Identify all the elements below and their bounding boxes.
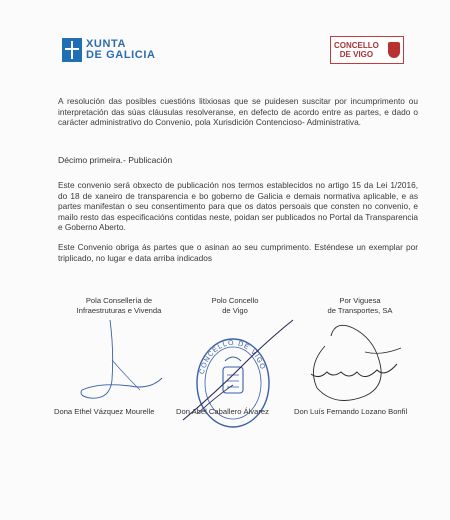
xunta-de-galicia-logo (62, 38, 156, 62)
party-viguesa: Por Viguesa de Transportes, SA (327, 296, 393, 315)
paragraph-obligation: Este Convenio obriga ás partes que o asinan ao seu cumprimento. Esténdese un exemplar por triplicado, no lugar e data arriba indicados (58, 242, 418, 263)
paragraph-jurisdiction: A resolución das posibles cuestións litixiosas que se puidesen suscitar por incumprimento ou interpretación das súas cláusulas resolveranse, en defecto de acordo entre as partes, e dado o carácter administrativo do Convenio, pola Xurisdición Contencioso- Administrativa. (58, 96, 418, 128)
paragraph-publication: Este convenio será obxecto de publicación nos termos establecidos no artigo 15 da Lei 1/2016, do 18 de xaneiro de transparencia e bo goberno de Galicia e demais normativa aplicable, e as partes manifestan o seu consentimento para que os datos persoais que consten no convenio, e mailo resto das especificacións contidas neste, poidan ser publicados no Portal da Transparencia e Goberno Aberto. (58, 180, 418, 233)
concello-de-vigo-logo (330, 36, 404, 64)
svg-text:CONCELLO DE VIGO: CONCELLO DE VIGO (198, 339, 267, 375)
xunta-logo-line1: XUNTA (86, 38, 127, 50)
xunta-logo-line2: DE GALICIA (86, 49, 156, 61)
xunta-flag-icon (62, 38, 82, 62)
official-stamp (183, 325, 283, 435)
vigo-logo-line2: DE VIGO (339, 50, 374, 59)
signature-left (70, 320, 170, 410)
party-consellaria: Pola Consellería de Infraestruturas e Vivenda (76, 296, 162, 315)
vigo-logo-line1: CONCELLO (334, 41, 379, 50)
vigo-shield-icon (388, 42, 400, 58)
signer-left-name: Dona Ethel Vázquez Mourelle (54, 407, 155, 416)
section-heading: Décimo primeira.- Publicación (58, 155, 173, 165)
signature-right (305, 316, 415, 411)
signer-mid-name: Don Abel Caballero Álvarez (176, 407, 269, 416)
signer-right-name: Don Luís Fernando Lozano Bonfil (294, 407, 408, 416)
party-concello: Polo Concello de Vigo (211, 296, 259, 315)
